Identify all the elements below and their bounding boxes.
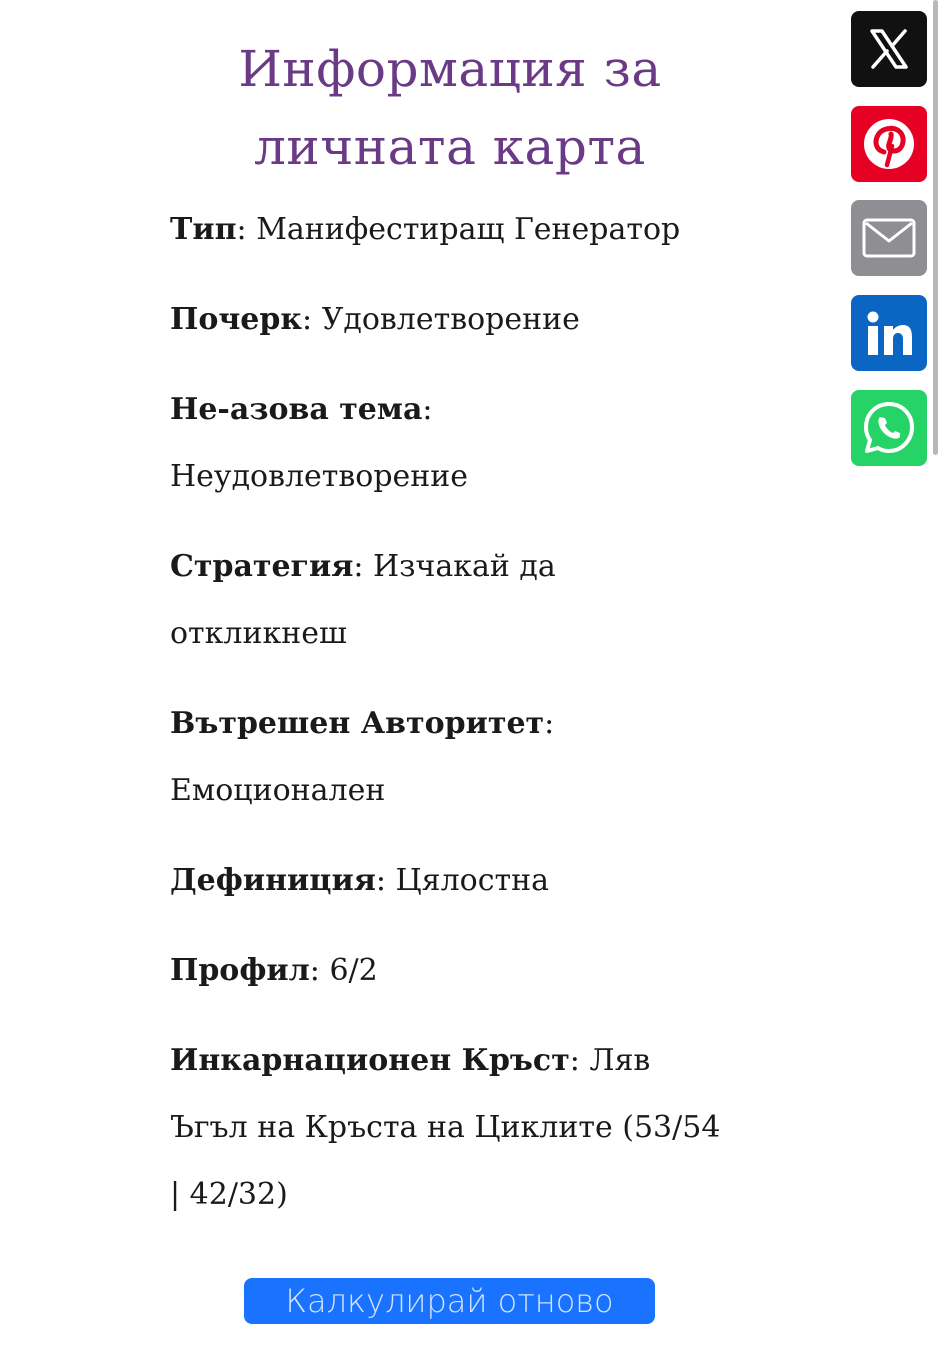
share-whatsapp-button[interactable] — [851, 390, 927, 466]
field-label: Почерк — [170, 302, 303, 337]
field-strategy: Стратегия: Изчакай да откликнеш — [170, 549, 556, 651]
field-value: Неудовлетворение — [170, 459, 469, 494]
email-icon — [861, 216, 917, 260]
field-label: Тип — [170, 212, 237, 247]
field-label: Дефиниция — [170, 863, 376, 898]
field-value: 6/2 — [329, 953, 378, 988]
field-value: Цялостна — [395, 863, 550, 898]
id-card-info — [170, 30, 730, 1228]
field-label: Инкарнационен Кръст — [170, 1043, 570, 1078]
scrollbar[interactable] — [933, 0, 938, 455]
field-type: Тип: Манифестиращ Генератор — [170, 212, 681, 247]
linkedin-icon — [861, 305, 917, 361]
whatsapp-icon — [859, 398, 919, 458]
field-value: Изчакай да откликнеш — [170, 549, 556, 651]
share-email-button[interactable] — [851, 200, 927, 276]
share-linkedin-button[interactable] — [851, 295, 927, 371]
pinterest-icon — [861, 116, 917, 172]
field-label: Не-азова тема — [170, 392, 423, 427]
share-pinterest-button[interactable] — [851, 106, 927, 182]
field-value: Емоционален — [170, 773, 386, 808]
x-icon — [866, 26, 912, 72]
share-x-button[interactable] — [851, 11, 927, 87]
recalculate-button[interactable]: Калкулирай отново — [244, 1278, 655, 1324]
field-value: Манифестиращ Генератор — [256, 212, 681, 247]
fields-list — [170, 196, 730, 1228]
field-incarnation-cross: Инкарнационен Кръст: Ляв Ъгъл на Кръста на Циклите (53/54 | 42/32) — [170, 1043, 721, 1212]
field-value: Ляв Ъгъл на Кръста на Циклите (53/54 | 42/32) — [170, 1043, 721, 1212]
field-inner-authority: Вътрешен Авторитет: Емоционален — [170, 706, 555, 808]
field-label: Вътрешен Авторитет — [170, 706, 545, 741]
field-label: Стратегия — [170, 549, 354, 584]
field-profile: Профил: 6/2 — [170, 953, 378, 988]
page-title: Информация за личната карта — [238, 40, 662, 176]
field-signature: Почерк: Удовлетворение — [170, 302, 580, 337]
field-value: Удовлетворение — [321, 302, 580, 337]
field-not-self-theme: Не-азова тема: Неудовлетворение — [170, 392, 469, 494]
field-label: Профил — [170, 953, 310, 988]
field-definition: Дефиниция: Цялостна — [170, 863, 550, 898]
